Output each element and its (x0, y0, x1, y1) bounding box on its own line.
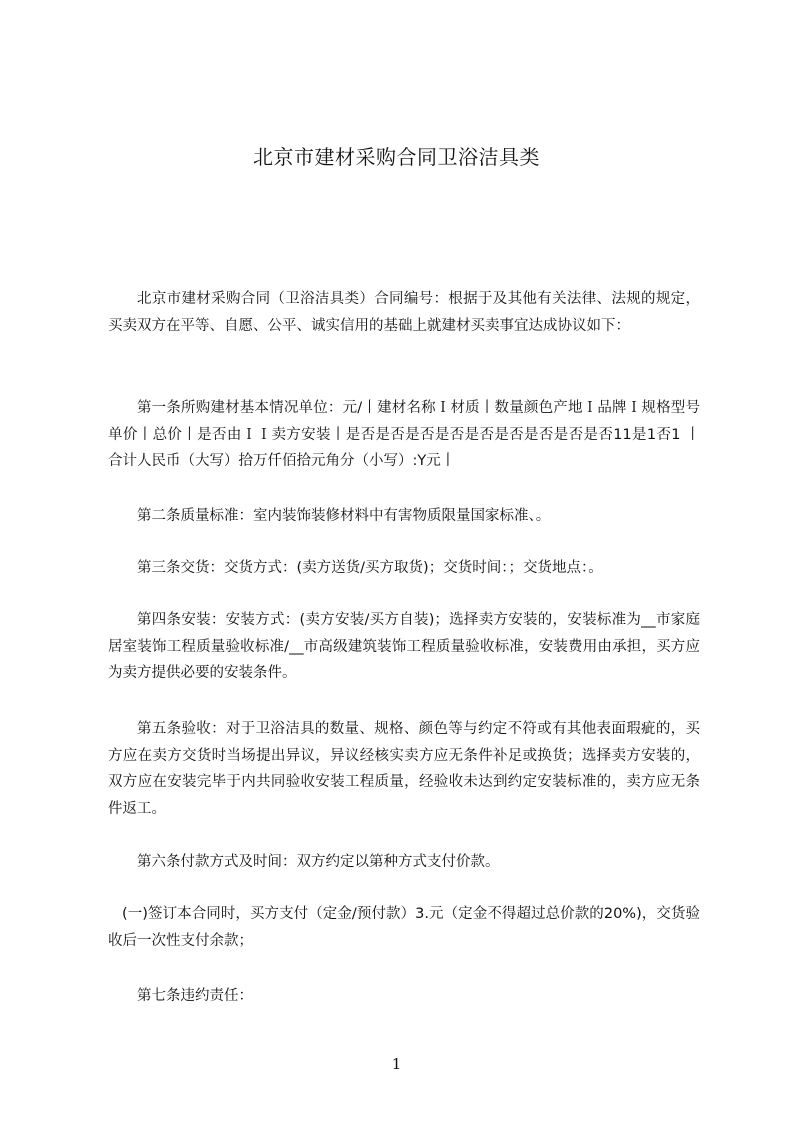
paragraph-article-4: 第四条安装：安装方式：(卖方安装/买方自装)；选择卖方安装的，安装标准为__市家庭居室装饰工程质量验收标准/__市高级建筑装饰工程质量验收标准，安装费用由承担，买方应为卖方提供必要的安装条件。 (108, 612, 700, 681)
paragraph-article-6: 第六条付款方式及时间：双方约定以第种方式支付价款。 (137, 854, 500, 870)
paragraph-article-5: 第五条验收：对于卫浴洁具的数量、规格、颜色等与约定不符或有其他表面瑕疵的，买方应在卖方交货时当场提出异议，异议经核实卖方应无条件补足或换货；选择卖方安装的，双方应在安装完毕于内共同验收安装工程质量，经验收未达到约定安装标准的，卖方应无条件返工。 (108, 721, 700, 817)
paragraph-intro: 北京市建材采购合同（卫浴洁具类）合同编号：根据于及其他有关法律、法规的规定，买卖双方在平等、自愿、公平、诚实信用的基础上就建材买卖事宜达成协议如下： (108, 291, 700, 334)
page-number: 1 (391, 1055, 402, 1073)
document-title: 北京市建材采购合同卫浴洁具类 (253, 145, 540, 169)
paragraph-article-2: 第二条质量标准：室内装饰装修材料中有害物质限量国家标准、。 (137, 508, 551, 524)
paragraph-payment-option-1: (一)签订本合同时，买方支付（定金/预付款）3.元（定金不得超过总价款的20%)，交货验收后一次性支付余款； (108, 906, 700, 949)
paragraph-article-3: 第三条交货：交货方式：(卖方送货/买方取货)；交货时间：；交货地点：。 (137, 560, 603, 576)
paragraph-article-7: 第七条违约责任： (137, 988, 253, 1004)
paragraph-article-1: 第一条所购建材基本情况单位：元/丨建材名称Ｉ材质丨数量颜色产地Ｉ品牌Ｉ规格型号单价丨总价丨是否由ＩＩ卖方安装丨是否是否是否是否是否是否是否是否是否11是1否1 丨合计人民币（大写）拾万仟佰拾元角分（小写）:Y元丨 (108, 400, 700, 469)
